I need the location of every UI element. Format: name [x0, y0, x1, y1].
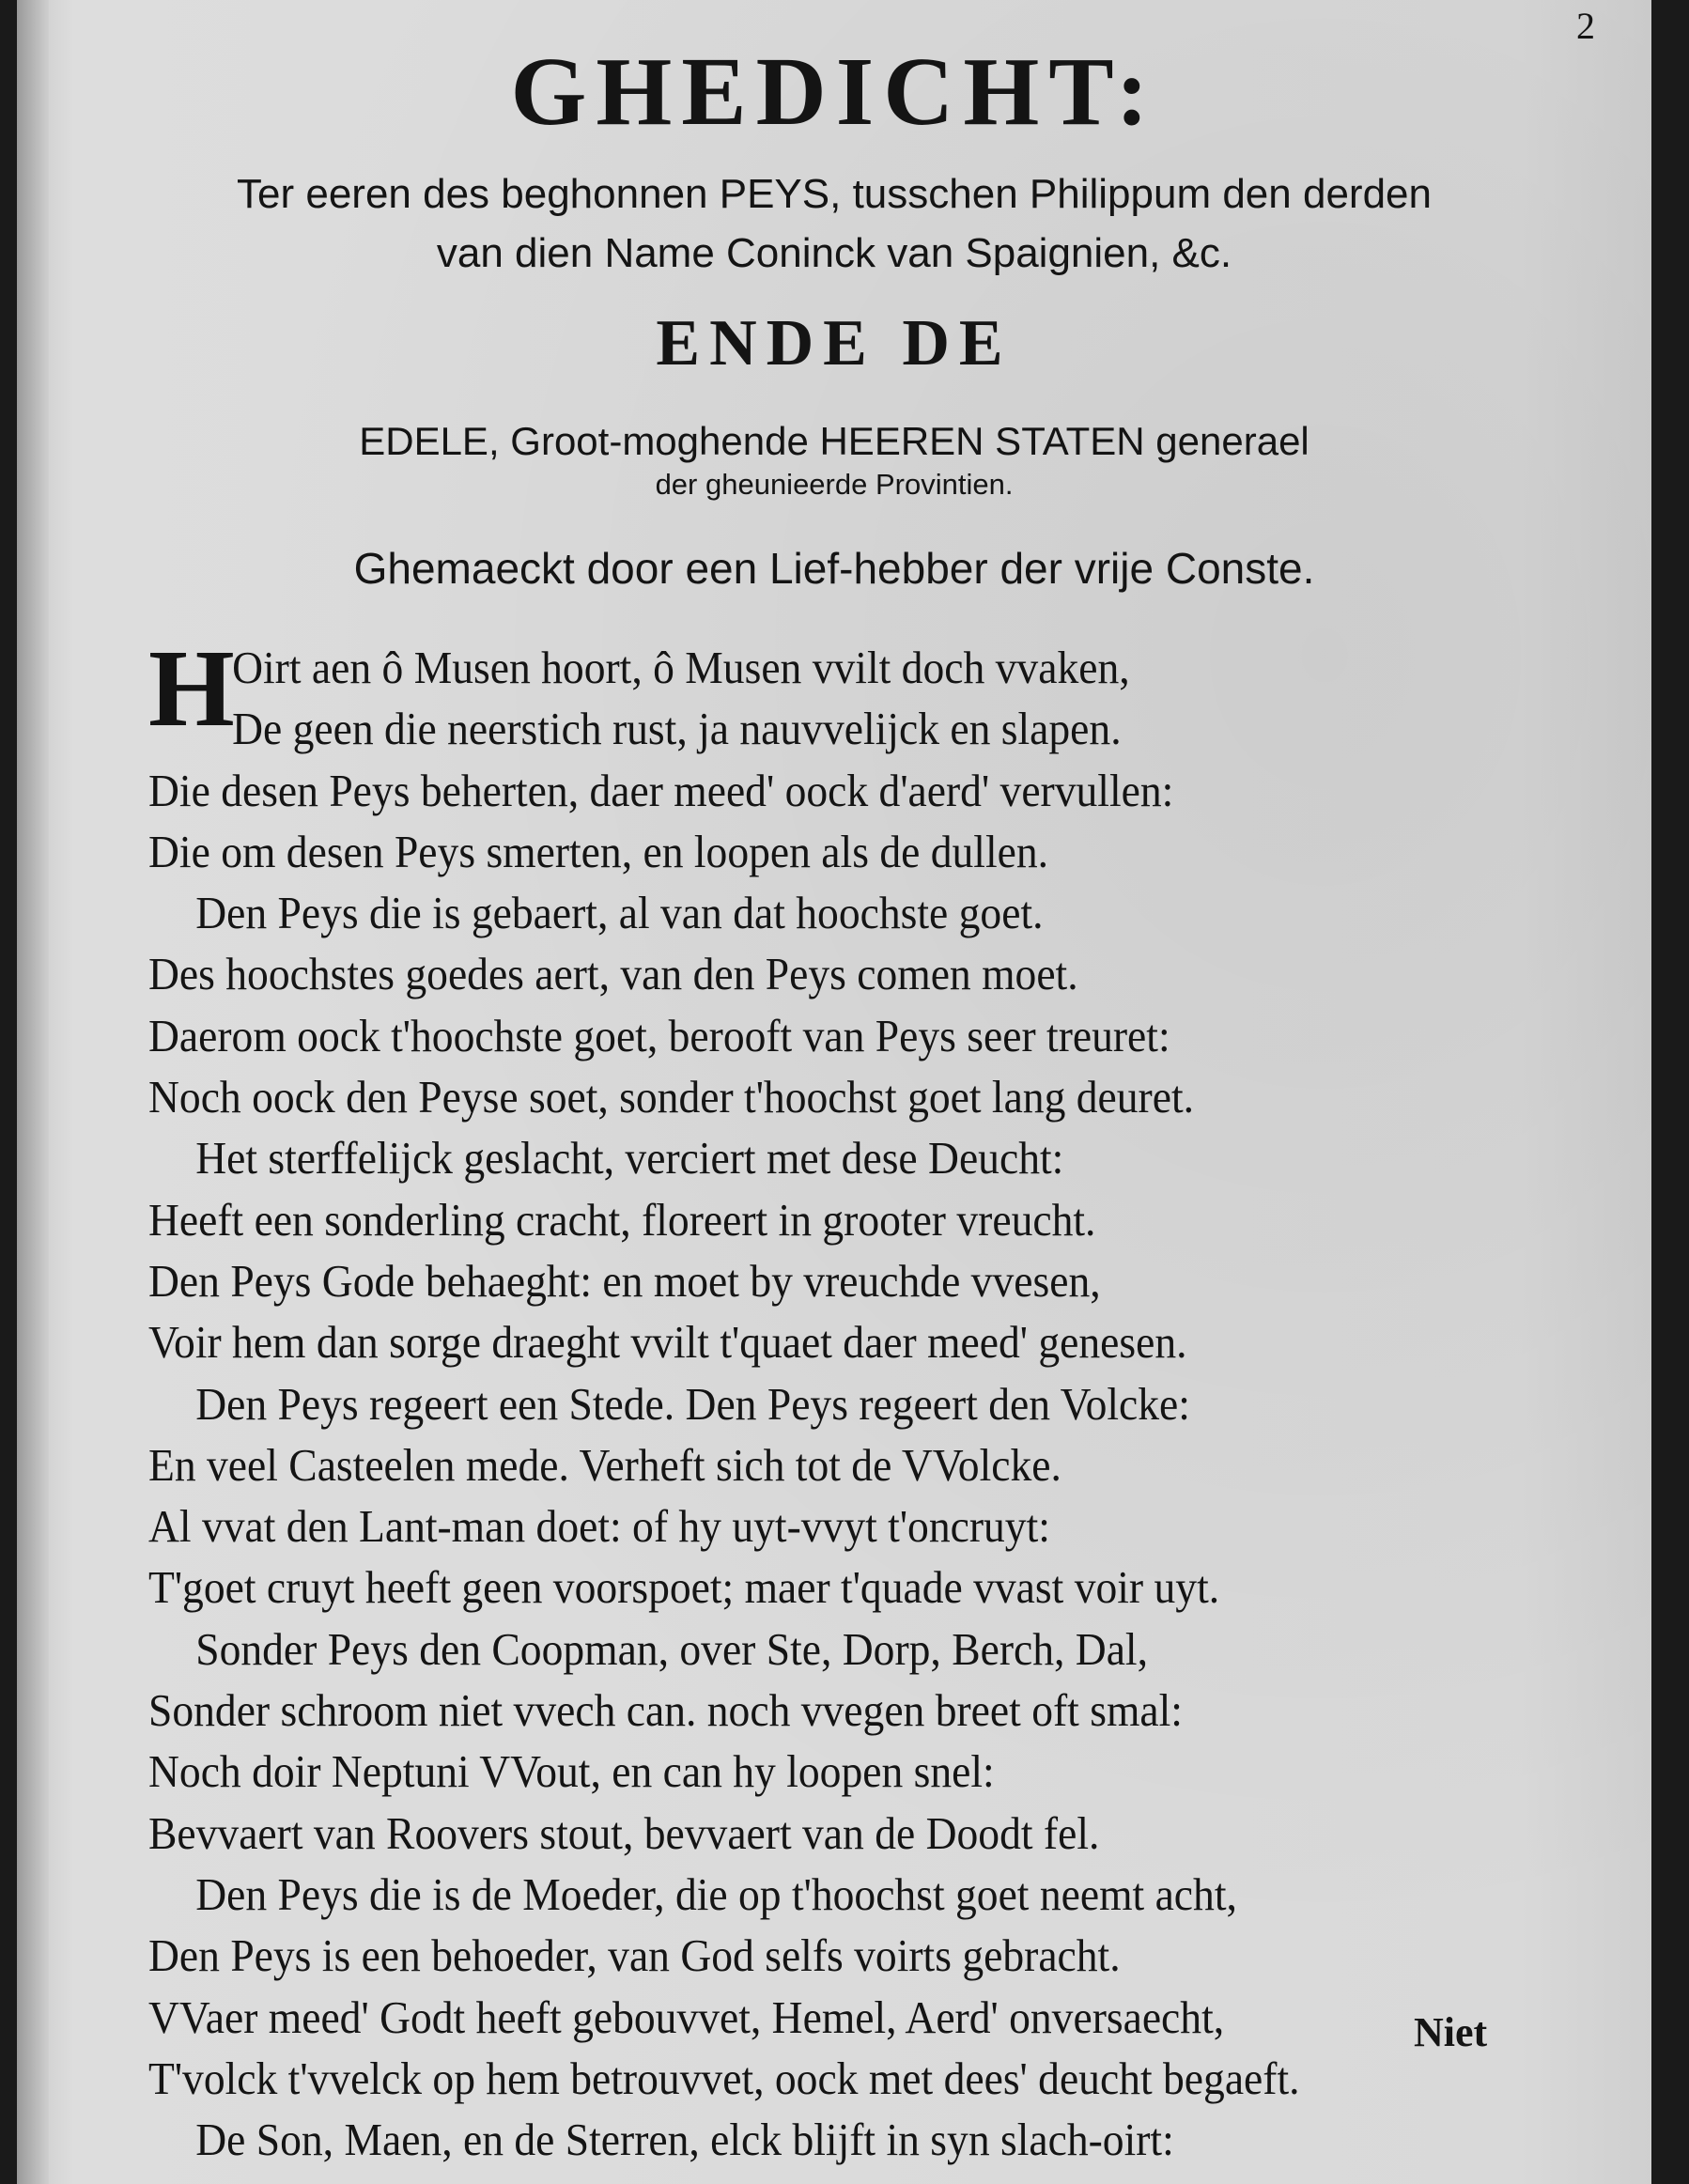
poem-line-15: Al vvat den Lant-man doet: of hy uyt-vvyt t'oncruyt:: [148, 1500, 1050, 1553]
opening-stanza: [148, 627, 1482, 760]
dedication-line-2: van dien Name Coninck van Spaignien, &c.: [436, 230, 1232, 276]
provinces-line: der gheunieerde Provintien.: [655, 468, 1014, 501]
poem-line-8: Noch oock den Peyse soet, sonder t'hoochst goet lang deuret.: [148, 1071, 1195, 1123]
poem-line-1: Oirt aen ô Musen hoort, ô Musen vvilt doch vvaken,: [232, 642, 1130, 693]
poem-line-4: Die om desen Peys smerten, en loopen als de dullen.: [148, 825, 1049, 877]
poem-line-12: Voir hem dan sorge draeght vvilt t'quaet daer meed' genesen.: [148, 1316, 1187, 1369]
drop-cap: H: [148, 627, 235, 750]
dedication-line-1: Ter eeren des beghonnen PEYS, tusschen Philippum den derden: [237, 171, 1432, 217]
poem-line-25: De Son, Maen, en de Sterren, elck blijft in syn slach-oirt:: [195, 2114, 1174, 2166]
poem-line-10: Heeft een sonderling cracht, floreert in grooter vreucht.: [148, 1193, 1096, 1246]
poem-line-3: Die desen Peys beherten, daer meed' oock d'aerd' vervullen:: [148, 764, 1174, 816]
poem-line-22: Den Peys is een behoeder, van God selfs voirts gebracht.: [148, 1929, 1121, 1982]
author-line: Ghemaeckt door een Lief-hebber der vrije Conste.: [353, 544, 1315, 593]
catchword: Niet: [1414, 2009, 1488, 2055]
poem-line-23: VVaer meed' Godt heeft gebouvvet, Hemel, Aerd' onversaecht,: [148, 1990, 1225, 2043]
poem-line-13: Den Peys regeert een Stede. Den Peys regeert den Volcke:: [195, 1377, 1190, 1430]
poem-body: [148, 627, 1482, 2170]
poem-lines: [148, 760, 1482, 2171]
poem-line-17: Sonder Peys den Coopman, over Ste, Dorp, Berch, Dal,: [195, 1622, 1148, 1675]
poem-line-19: Noch doir Neptuni VVout, en can hy loopen snel:: [148, 1745, 995, 1798]
poem-line-24: T'volck t'vvelck op hem betrouvvet, oock met dees' deucht begaeft.: [148, 2052, 1300, 2104]
poem-line-6: Des hoochstes goedes aert, van den Peys comen moet.: [148, 948, 1078, 1000]
poem-line-14: En veel Casteelen mede. Verheft sich tot de VVolcke.: [148, 1438, 1061, 1491]
poem-line-20: Bevvaert van Roovers stout, bevvaert van de Doodt fel.: [148, 1806, 1100, 1859]
page-number: 2: [1576, 5, 1595, 47]
poem-line-11: Den Peys Gode behaeght: en moet by vreuchde vvesen,: [148, 1254, 1101, 1307]
poem-title: GHEDICHT:: [510, 38, 1158, 146]
edele-heeren-line: EDELE, Groot-moghende HEEREN STATEN generael: [359, 419, 1309, 463]
poem-line-7: Daerom oock t'hoochste goet, berooft van Peys seer treuret:: [148, 1009, 1170, 1061]
poem-line-21: Den Peys die is de Moeder, die op t'hoochst goet neemt acht,: [195, 1867, 1237, 1920]
poem-line-5: Den Peys die is gebaert, al van dat hoochste goet.: [195, 887, 1044, 939]
poem-line-9: Het sterffelijck geslacht, verciert met dese Deucht:: [195, 1132, 1064, 1185]
poem-line-16: T'goet cruyt heeft geen voorspoet; maer t'quade vvast voir uyt.: [148, 1561, 1220, 1614]
poem-line-18: Sonder schroom niet vvech can. noch vvegen breet oft smal:: [148, 1684, 1183, 1737]
ende-de-heading: ENDE DE: [656, 307, 1013, 379]
poem-line-2: De geen die neerstich rust, ja nauvvelijck en slapen.: [232, 703, 1122, 755]
book-page: [17, 0, 1651, 2184]
